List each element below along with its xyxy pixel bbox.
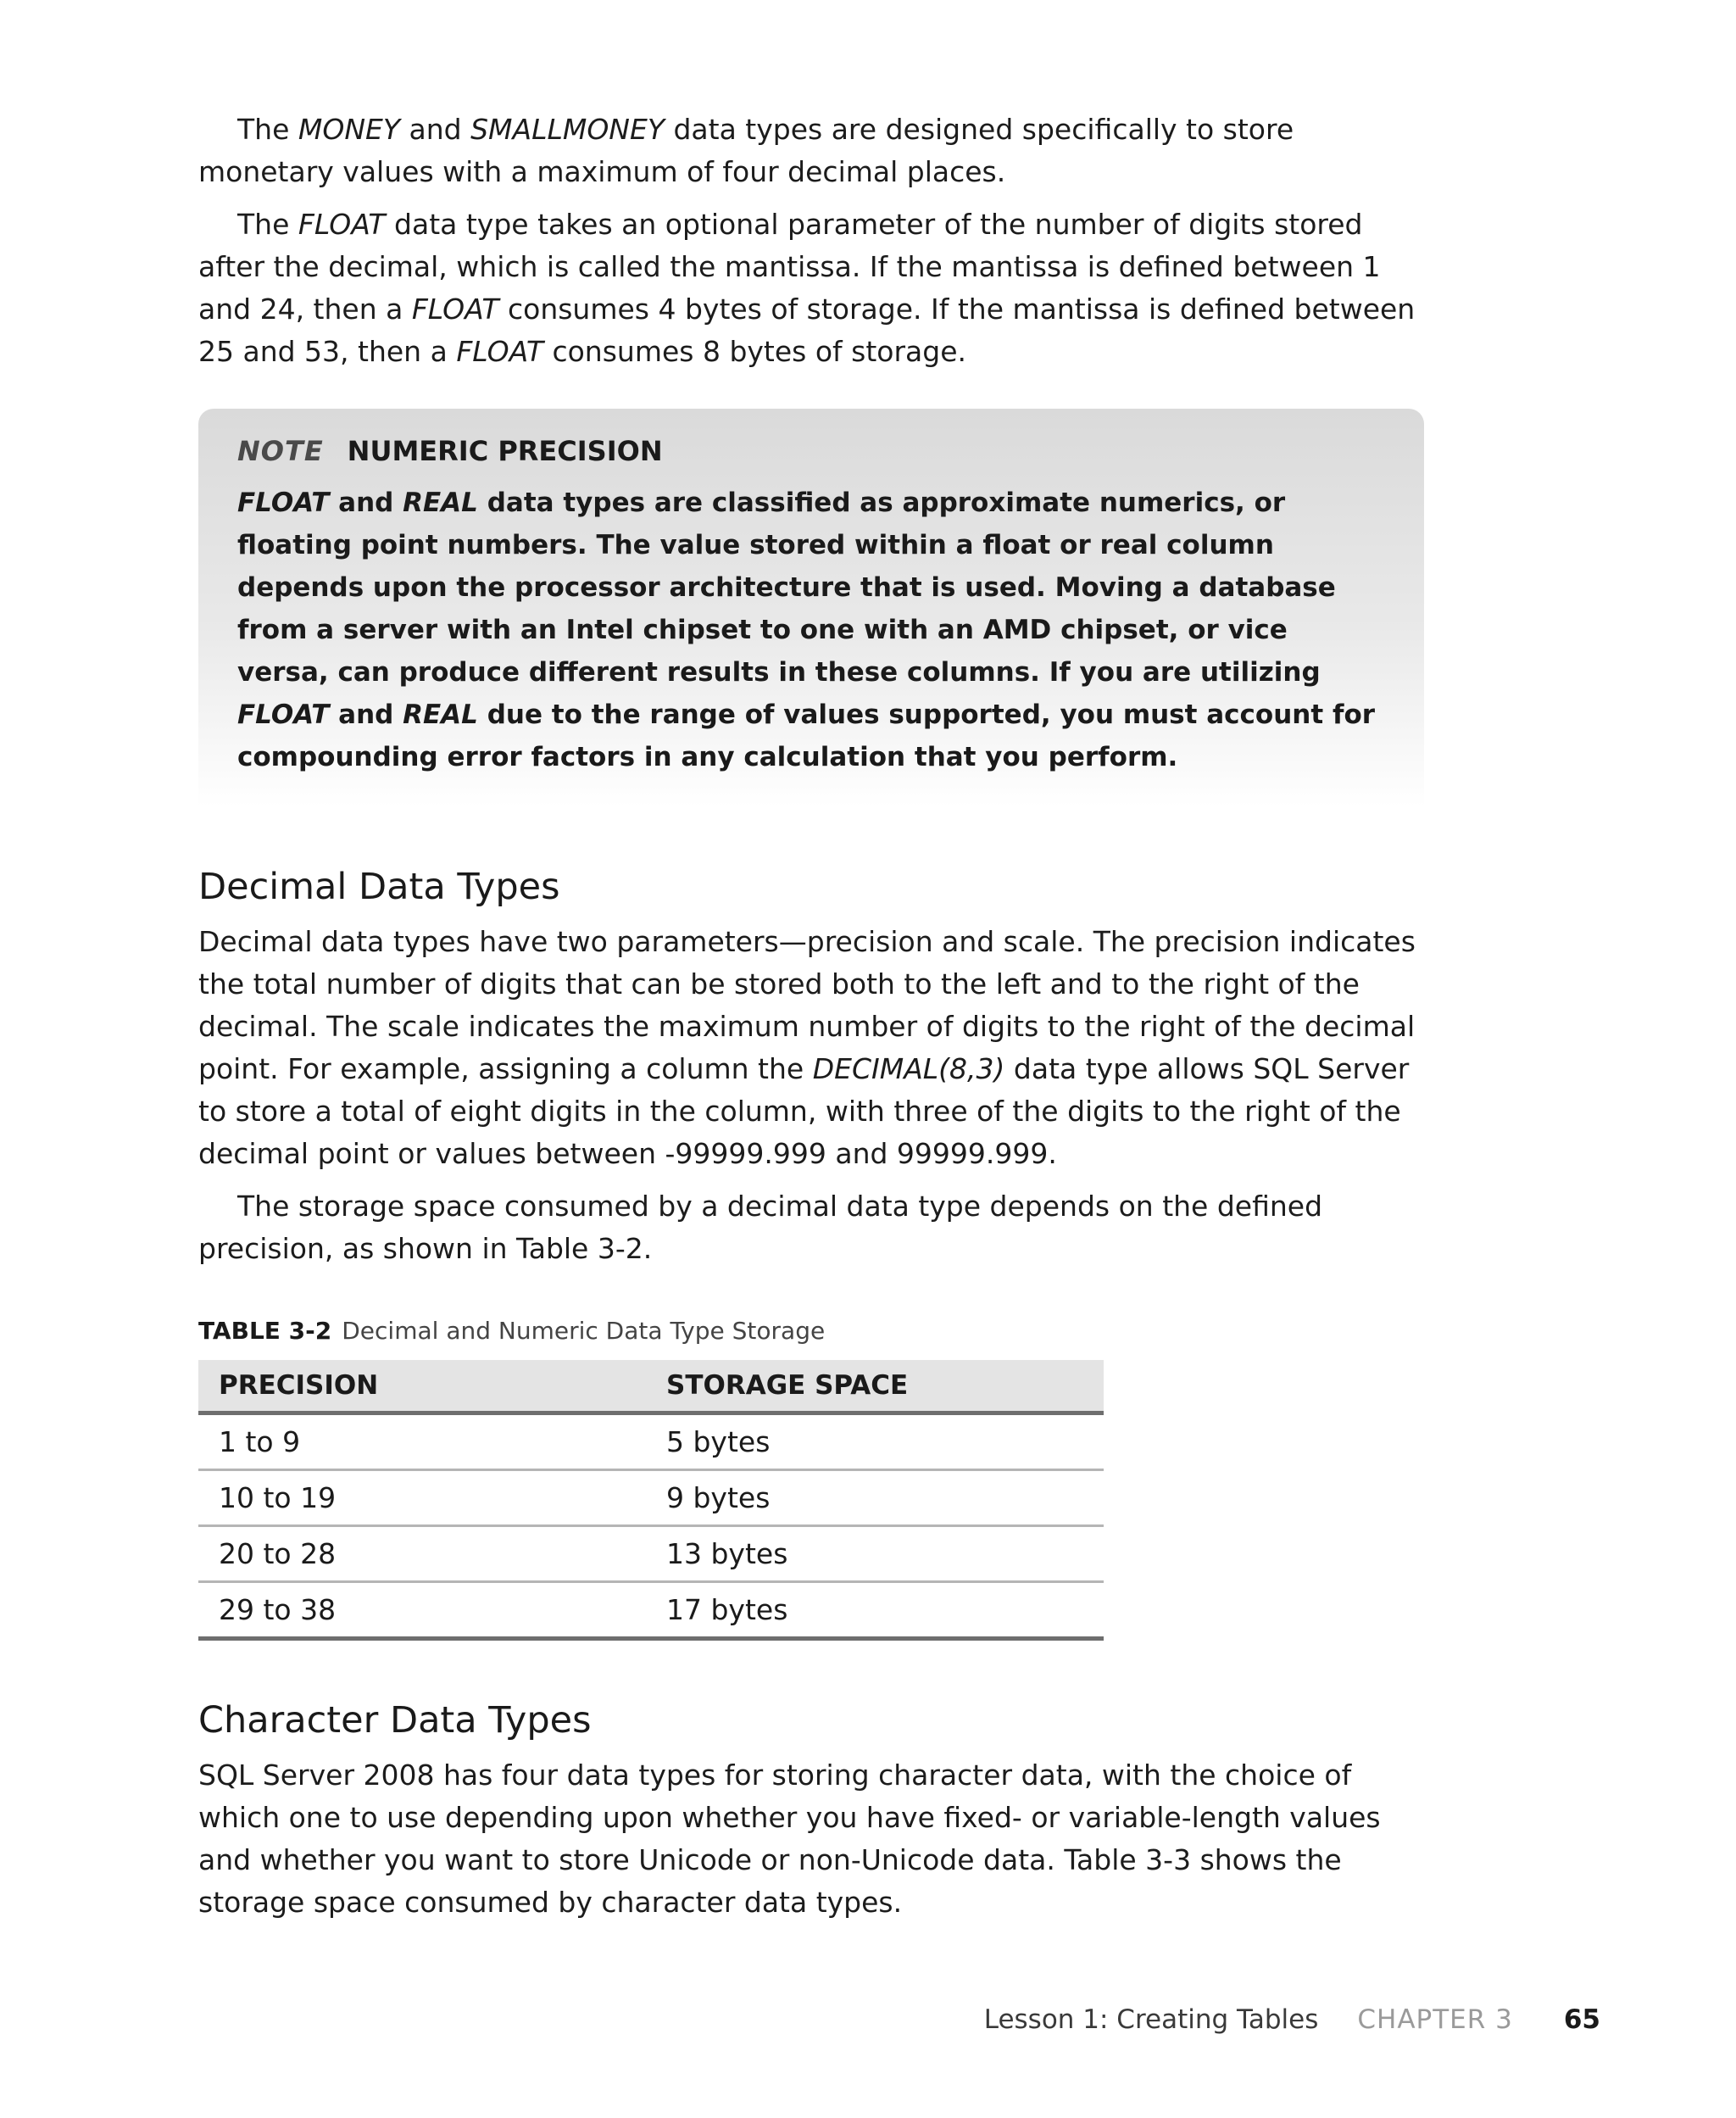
page-footer [984,2003,1600,2037]
cell-precision: 1 to 9 [198,1413,646,1470]
heading-decimal-data-types: Decimal Data Types [198,866,560,908]
table-caption [198,1314,1427,1348]
table-row [198,1413,1104,1470]
note-label: NOTE [237,435,324,467]
decimal-storage-table [198,1360,1104,1641]
table-label: TABLE 3-2 [198,1317,332,1345]
heading-character-data-types: Character Data Types [198,1699,592,1742]
page-content [198,109,1427,1934]
cell-precision: 29 to 38 [198,1582,646,1639]
cell-storage: 9 bytes [646,1470,1104,1526]
cell-storage: 5 bytes [646,1413,1104,1470]
note-text: FLOAT and REAL data types are classified as approximate numerics, or floating point numbers. The value stored within a float or real column depends upon the processor architecture that is used. Moving a database from a server with an Intel chipset to one with an AMD chipset, or vice versa, can produce different results in these columns. If you are utilizing FLOAT and REAL due to the range of values supported, you must account for compounding error factors in any calculation that you perform. [237,488,1376,772]
footer-lesson: Lesson 1: Creating Tables [983,2004,1319,2035]
table-row [198,1470,1104,1526]
cell-precision: 10 to 19 [198,1470,646,1526]
table-title: Decimal and Numeric Data Type Storage [342,1317,826,1345]
note-heading [237,432,1385,470]
cell-storage: 17 bytes [646,1582,1104,1639]
paragraph-decimal-parameters: Decimal data types have two parameters—precision and scale. The precision indicates the total number of digits that can be stored both to the left and to the right of the decimal. The scale indicates the maximum number of digits to the right of the decimal point. For example, assigning a column the DECIMAL(8,3) data type allows SQL Server to store a total of eight digits in the column, with three of the digits to the right of the decimal point or values between -99999.999 and 99999.999. [198,925,1416,1170]
note-box [198,409,1424,807]
page-number: 65 [1563,2004,1600,2035]
table-header-row [198,1360,1104,1413]
paragraph-float-type: The FLOAT data type takes an optional parameter of the number of digits stored after the decimal, which is called the mantissa. If the mantissa is defined between 1 and 24, then a FLOAT consumes 4 bytes of storage. If the mantissa is defined between 25 and 53, then a FLOAT consumes 8 bytes of storage. [198,208,1416,368]
header-storage-space: STORAGE SPACE [646,1360,1104,1413]
table-row [198,1582,1104,1639]
paragraph-decimal-storage: The storage space consumed by a decimal data type depends on the defined precision, as shown in Table 3-2. [198,1190,1323,1265]
footer-chapter: CHAPTER 3 [1357,2004,1513,2035]
paragraph-character-types: SQL Server 2008 has four data types for storing character data, with the choice of which one to use depending upon whether you have fixed- or variable-length values and whether you want to store Unicode or non-Unicode data. Table 3-3 shows the storage space consumed by character data types. [198,1758,1381,1919]
cell-precision: 20 to 28 [198,1526,646,1582]
header-precision: PRECISION [198,1360,646,1413]
note-title: NUMERIC PRECISION [347,435,663,467]
cell-storage: 13 bytes [646,1526,1104,1582]
table-row [198,1526,1104,1582]
paragraph-money-types: The MONEY and SMALLMONEY data types are designed specifically to store monetary values with a maximum of four decimal places. [198,113,1294,188]
